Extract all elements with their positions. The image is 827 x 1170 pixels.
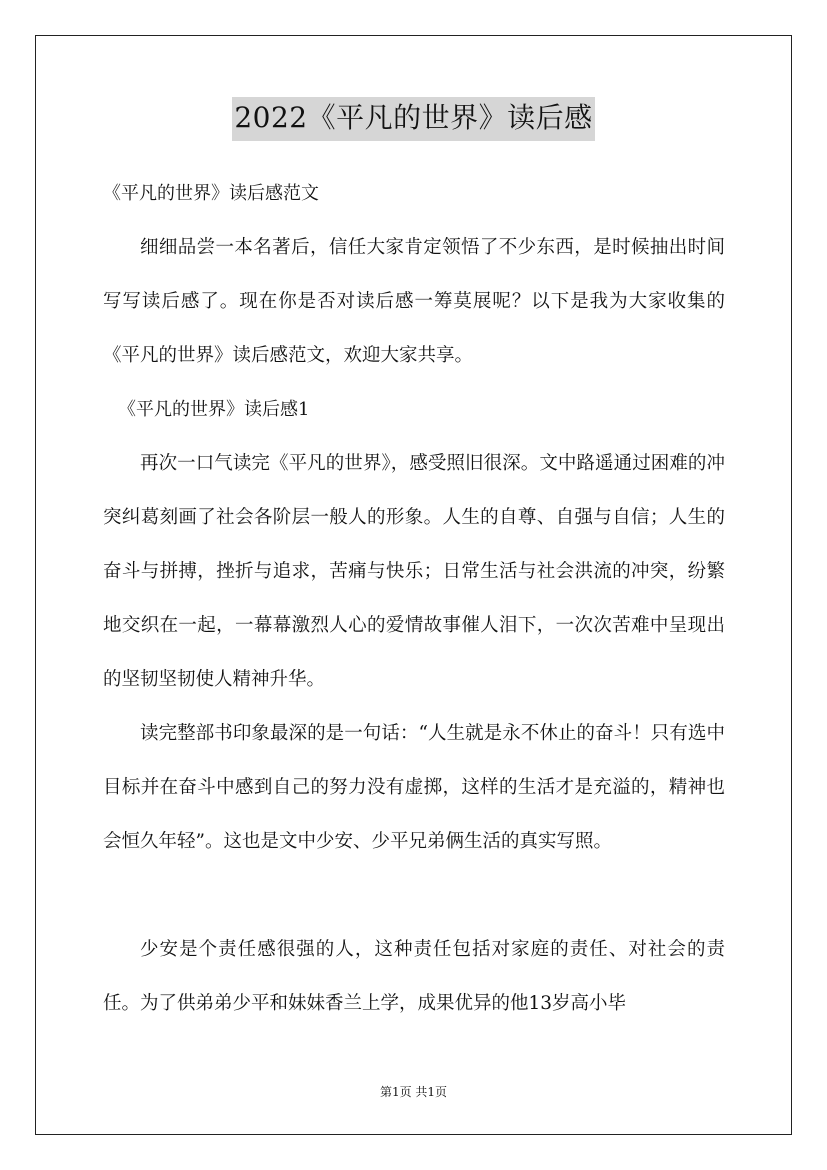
page-footer: 第1页 共1页 [379,1085,448,1099]
document-subtitle: 《平凡的世界》读后感范文 [103,183,319,204]
body-paragraph-3: 少安是个责任感很强的人，这种责任包括对家庭的责任、对社会的责任。为了供弟弟少平和妹妹香兰上学，成果优异的他13岁高小毕 [103,939,725,1014]
document-title: 2022《平凡的世界》读后感 [232,97,594,141]
intro-paragraph: 细细品尝一本名著后，信任大家肯定领悟了不少东西，是时候抽出时间写写读后感了。现在你是否对读后感一筹莫展呢？以下是我为大家收集的《平凡的世界》读后感范文，欢迎大家共享。 [103,237,725,366]
body-paragraph-2: 读完整部书印象最深的是一句话：“人生就是永不休止的奋斗！只有选中目标并在奋斗中感到自己的努力没有虚掷，这样的生活才是充溢的，精神也会恒久年轻”。这也是文中少安、少平兄弟俩生活的真实写照。 [103,723,725,852]
body-paragraph-1: 再次一口气读完《平凡的世界》，感受照旧很深。文中路遥通过困难的冲突纠葛刻画了社会各阶层一般人的形象。人生的自尊、自强与自信；人生的奋斗与拼搏，挫折与追求，苦痛与快乐；日常生活与社会洪流的冲突，纷繁地交织在一起，一幕幕激烈人心的爱情故事催人泪下，一次次苦难中呈现出的坚韧坚韧使人精神升华。 [103,453,725,690]
title-container [0,97,827,141]
section-heading: 《平凡的世界》读后感1 [118,399,310,420]
